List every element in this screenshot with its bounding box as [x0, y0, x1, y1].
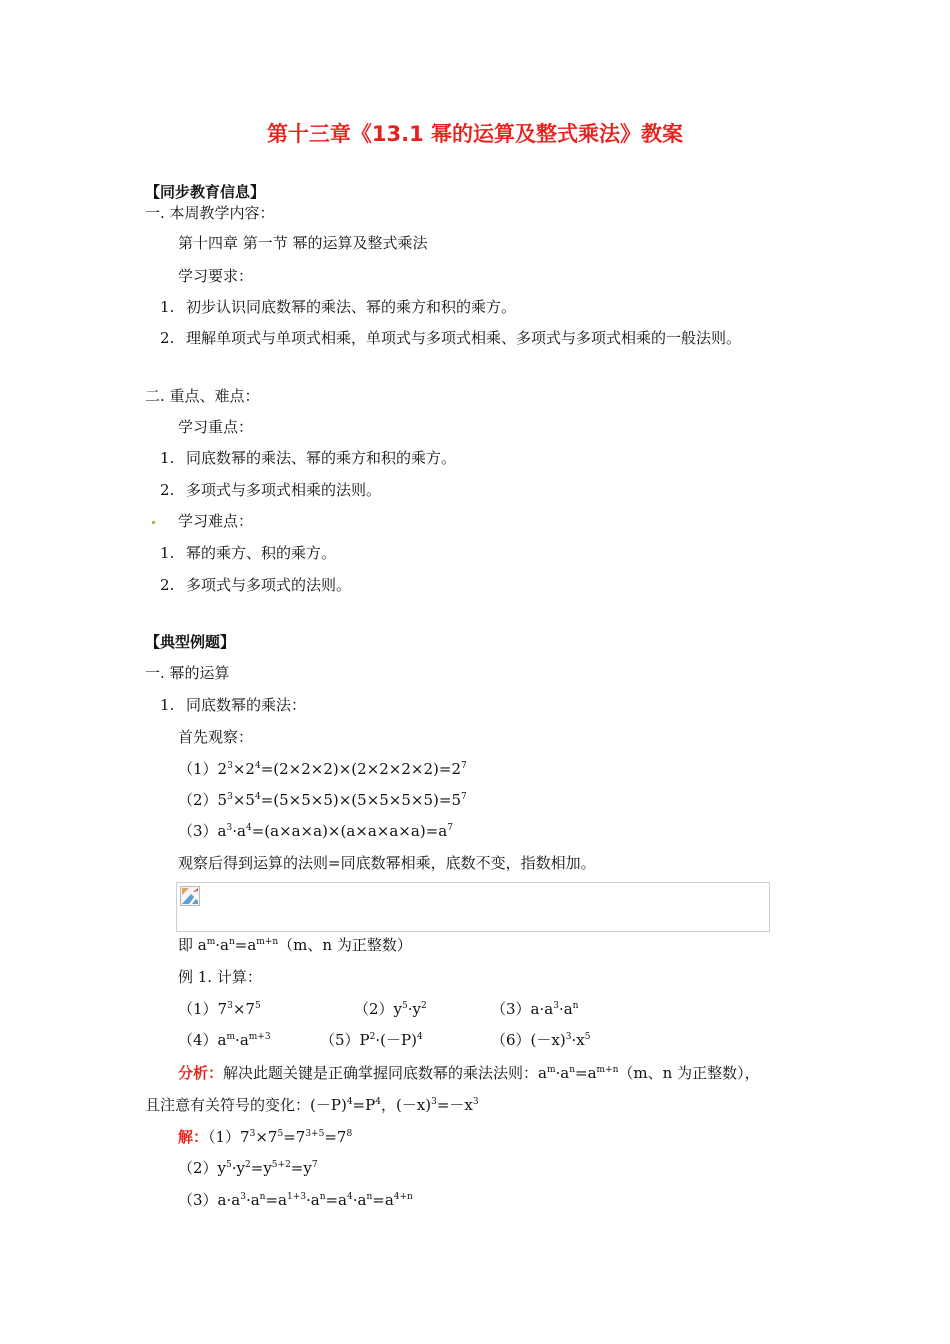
analysis-paragraph: 分析：解决此题关键是正确掌握同底数幂的乘法法则：$a^m\cdot a^n=a^{m+n}(m$、n 为正整数）， — [178, 1064, 760, 1082]
broken-image-icon — [180, 886, 200, 906]
list-number: 2. — [160, 481, 175, 499]
exercise-5: $(5)P^2\cdot(-P)^4$ — [320, 1031, 423, 1049]
exercise-4: $(4)a^m\cdot a^{m+3}$ — [178, 1031, 271, 1049]
observe-label: 首先观察： — [178, 728, 254, 746]
list-number: 2. — [160, 576, 175, 594]
difficulty-item-1: 幂的乘方、积的乘方。 — [186, 544, 337, 562]
exercise-3: $(3)a\cdot a^3\cdot a^n$ — [491, 1000, 579, 1018]
difficulty-item-2: 多项式与多项式的法则。 — [186, 576, 352, 594]
key-points-label: 学习重点： — [178, 418, 254, 436]
section-header-examples: 【典型例题】 — [145, 633, 236, 651]
exercise-1: $(1)7^3\times 7^5$ — [178, 1000, 261, 1018]
key-point-item-2: 多项式与多项式相乘的法则。 — [186, 481, 382, 499]
list-number: 1. — [160, 298, 175, 316]
requirements-label: 学习要求： — [178, 267, 254, 285]
observation-3: $(3)a^3\cdot a^4=(a\times a\times a)\times(a\times a\times a\times a)=a^7$ — [178, 822, 453, 840]
solution-1: 解：$(1)7^3\times 7^5=7^{3+5}=7^8$ — [178, 1128, 353, 1146]
list-number: 1. — [160, 696, 175, 714]
example-1-label: 例 1. 计算： — [178, 968, 262, 986]
observation-2: $(2)5^3\times 5^4=(5\times 5\times 5)\times(5\times 5\times 5\times 5)=5^7$ — [178, 791, 467, 809]
requirement-item-1: 初步认识同底数幂的乘法、幂的乘方和积的乘方。 — [186, 298, 517, 316]
difficulty-label: 学习难点： — [178, 512, 254, 530]
list-number: 1. — [160, 544, 175, 562]
solution-label: 解： — [178, 1128, 209, 1146]
heading-weekly-content: 一. 本周教学内容： — [145, 204, 275, 222]
observation-1: $(1)2^3\times 2^4=(2\times 2\times 2)\times(2\times 2\times 2\times 2)=2^7$ — [178, 760, 467, 778]
list-number: 1. — [160, 449, 175, 467]
analysis-continuation: 且注意有关符号的变化：$(-P)^4=P^4$，$(-x)^3=-x^3$ — [145, 1096, 479, 1114]
heading-key-points: 二. 重点、难点： — [145, 387, 260, 405]
key-point-item-1: 同底数幂的乘法、幂的乘方和积的乘方。 — [186, 449, 457, 467]
embedded-image-placeholder — [176, 882, 770, 932]
chapter-line: 第十四章 第一节 幂的运算及整式乘法 — [178, 234, 428, 252]
solution-3: $(3)a\cdot a^3\cdot a^n=a^{1+3}\cdot a^n=a^4\cdot a^n=a^{4+n}$ — [178, 1191, 413, 1209]
analysis-label: 分析： — [178, 1064, 224, 1082]
stray-mark — [152, 521, 155, 524]
rule-statement: 观察后得到运算的法则=同底数幂相乘，底数不变，指数相加。 — [178, 854, 596, 872]
solution-2: $(2)y^5\cdot y^2=y^{5+2}=y^7$ — [178, 1159, 318, 1177]
heading-power-operations: 一. 幂的运算 — [145, 664, 230, 682]
section-header-info: 【同步教育信息】 — [145, 183, 266, 201]
list-number: 2. — [160, 329, 175, 347]
exercise-6: $(6)(-x)^3\cdot x^5$ — [491, 1031, 591, 1049]
multiplication-formula: 即 $a^m\cdot a^n=a^{m+n}(m$、n 为正整数） — [178, 936, 412, 954]
requirement-item-2: 理解单项式与单项式相乘，单项式与多项式相乘、多项式与多项式相乘的一般法则。 — [186, 329, 742, 347]
document-title: 第十三章《13.1 幂的运算及整式乘法》教案 — [266, 122, 684, 146]
exercise-2: $(2)y^5\cdot y^2$ — [354, 1000, 427, 1018]
subheading-same-base: 同底数幂的乘法： — [186, 696, 307, 714]
